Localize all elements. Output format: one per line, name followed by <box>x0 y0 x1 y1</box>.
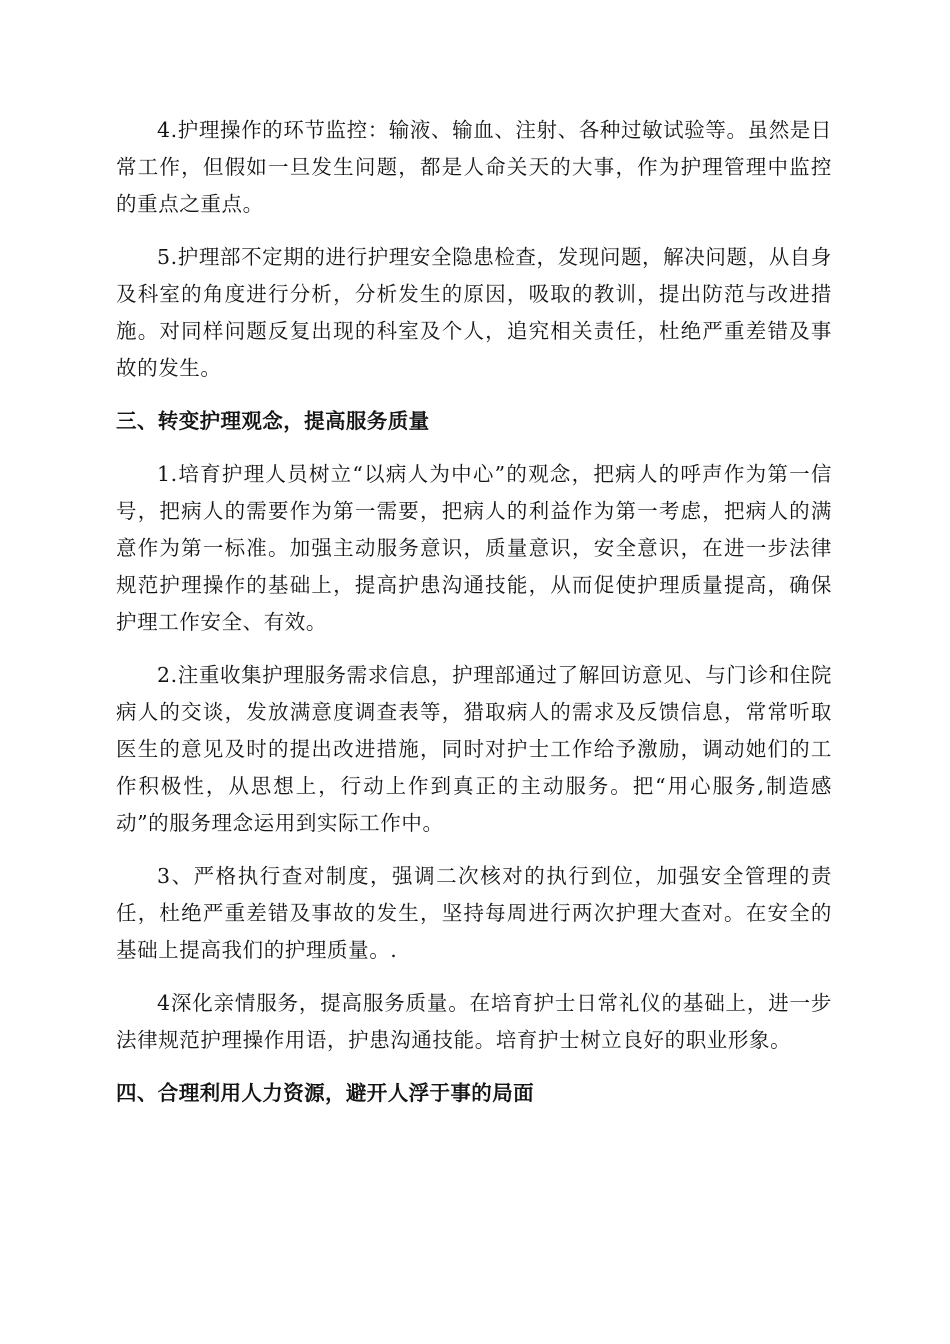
paragraph-2-service-feedback: 2.注重收集护理服务需求信息，护理部通过了解回访意见、与门诊和住院病人的交谈，发放满意度调查表等，猎取病人的需求及反馈信息，常常听取医生的意见及时的提出改进措施，同时对护士工作给予激励，调动她们的工作积极性，从思想上，行动上作到真正的主动服务。把“用心服务,制造感动”的服务理念运用到实际工作中。 <box>116 663 832 835</box>
paragraph-1-patient-centered: 1.培育护理人员树立“以病人为中心”的观念，把病人的呼声作为第一信号，把病人的需要作为第一需要，把病人的利益作为第一考虑，把病人的满意作为第一标准。加强主动服务意识，质量意识，安全意识，在进一步法律规范护理操作的基础上，提高护患沟通技能，从而促使护理质量提高，确保护理工作安全、有效。 <box>116 462 832 634</box>
document-body <box>116 112 832 1128</box>
paragraph-3-verification-system: 3、严格执行查对制度，强调二次核对的执行到位，加强安全管理的责任，杜绝严重差错及事故的发生，坚持每周进行两次护理大查对。在安全的基础上提高我们的护理质量。. <box>116 864 832 962</box>
paragraph-4-nursing-operation-monitoring: 4.护理操作的环节监控：输液、输血、注射、各种过敏试验等。虽然是日常工作，但假如一旦发生问题，都是人命关天的大事，作为护理管理中监控的重点之重点。 <box>116 118 832 216</box>
paragraph-4-family-service: 4深化亲情服务，提高服务质量。在培育护士日常礼仪的基础上，进一步法律规范护理操作用语，护患沟通技能。培育护士树立良好的职业形象。 <box>116 991 832 1052</box>
paragraph-5-safety-inspection: 5.护理部不定期的进行护理安全隐患检查，发现问题，解决问题，从自身及科室的角度进行分析，分析发生的原因，吸取的教训，提出防范与改进措施。对同样问题反复出现的科室及个人，追究相关责任，杜绝严重差错及事故的发生。 <box>116 245 832 380</box>
section-heading-4: 四、合理利用人力资源，避开人浮于事的局面 <box>116 1081 534 1105</box>
section-heading-3: 三、转变护理观念，提高服务质量 <box>116 409 430 433</box>
